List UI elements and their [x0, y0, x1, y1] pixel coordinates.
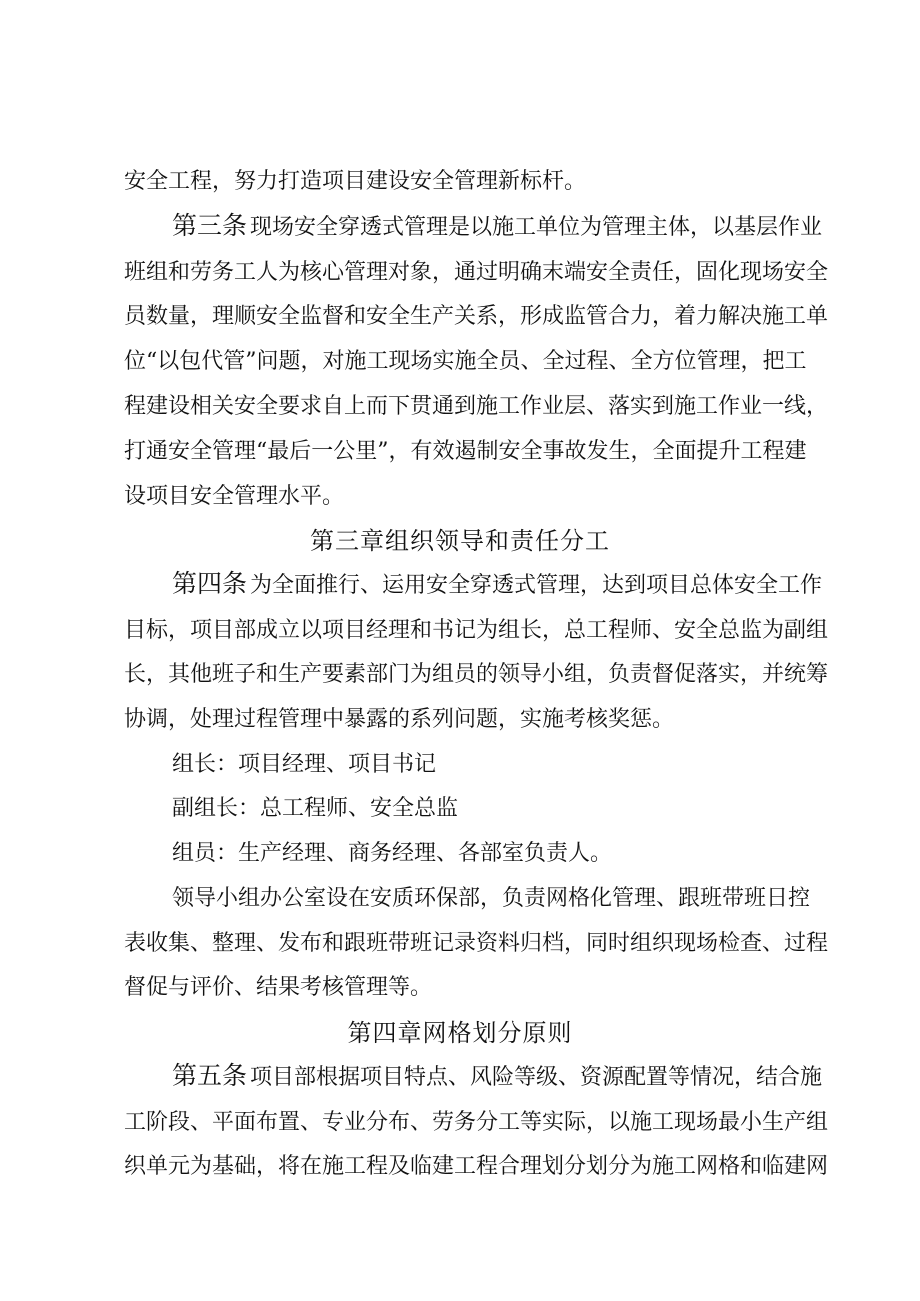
text-line: 位“以包代管”问题，对施工现场实施全员、全过程、全方位管理，把工	[124, 349, 807, 374]
chapter-three-title: 第三章组织领导和责任分工	[310, 527, 610, 555]
paragraph-line	[0, 437, 920, 467]
paragraph-line	[0, 1108, 920, 1138]
member-deputy: 副组长：总工程师、安全总监	[172, 796, 459, 821]
paragraph-line	[0, 1152, 920, 1182]
article-three-first-line	[0, 213, 920, 243]
text-line: 员数量，理顺安全监督和安全生产关系，形成监管合力，着力解决施工单	[124, 304, 829, 329]
text-line: 为全面推行、运用安全穿透式管理，达到项目总体安全工作	[250, 573, 823, 598]
text-line: 目标，项目部成立以项目经理和书记为组长，总工程师、安全总监为副组	[124, 618, 829, 643]
article-three-label: 第三条	[172, 211, 248, 240]
text-line: 表收集、整理、发布和跟班带班记录资料归档，同时组织现场检查、过程	[124, 931, 829, 956]
paragraph-line	[0, 258, 920, 288]
paragraph-line	[0, 705, 920, 735]
member-staff-line	[0, 839, 920, 869]
article-four-label: 第四条	[172, 569, 248, 598]
text-line: 织单元为基础，将在施工程及临建工程合理划分划分为施工网格和临建网	[124, 1154, 829, 1179]
paragraph-line	[0, 347, 920, 377]
chapter-four-title: 第四章网格划分原则	[347, 1019, 573, 1047]
chapter-three-heading	[0, 526, 920, 556]
article-five-first-line	[0, 1063, 920, 1093]
member-staff: 组员：生产经理、商务经理、各部室负责人。	[172, 841, 613, 866]
text-line: 领导小组办公室设在安质环保部，负责网格化管理、跟班带班日控	[172, 886, 811, 911]
paragraph-line	[0, 482, 920, 512]
member-leader-line	[0, 750, 920, 780]
text-line: 现场安全穿透式管理是以施工单位为管理主体，以基层作业	[250, 215, 823, 240]
article-five-label: 第五条	[172, 1061, 248, 1090]
text-line: 程建设相关安全要求自上而下贯通到施工作业层、落实到施工作业一线，	[124, 394, 829, 419]
paragraph-line	[0, 973, 920, 1003]
text-line: 工阶段、平面布置、专业分布、劳务分工等实际，以施工现场最小生产组	[124, 1110, 829, 1135]
text-line: 打通安全管理“最后一公里”，有效遏制安全事故发生，全面提升工程建	[124, 439, 807, 464]
text-line: 长，其他班子和生产要素部门为组员的领导小组，负责督促落实，并统筹	[124, 662, 829, 687]
text-line: 督促与评价、结果考核管理等。	[124, 975, 433, 1000]
member-leader: 组长：项目经理、项目书记	[172, 752, 437, 777]
paragraph-line	[0, 302, 920, 332]
paragraph-line	[0, 616, 920, 646]
text-line: 班组和劳务工人为核心管理对象，通过明确末端安全责任，固化现场安全	[124, 260, 829, 285]
paragraph-line	[0, 929, 920, 959]
paragraph-line	[0, 167, 920, 197]
member-deputy-line	[0, 794, 920, 824]
text-line: 协调，处理过程管理中暴露的系列问题，实施考核奖惩。	[124, 707, 675, 732]
text-line: 项目部根据项目特点、风险等级、资源配置等情况，结合施	[250, 1065, 823, 1090]
chapter-four-heading	[0, 1018, 920, 1048]
paragraph-line	[0, 392, 920, 422]
text-line: 安全工程，努力打造项目建设安全管理新标杆。	[124, 169, 587, 194]
article-four-first-line	[0, 571, 920, 601]
paragraph-line	[0, 660, 920, 690]
text-line: 设项目安全管理水平。	[124, 484, 345, 509]
paragraph-line	[0, 884, 920, 914]
